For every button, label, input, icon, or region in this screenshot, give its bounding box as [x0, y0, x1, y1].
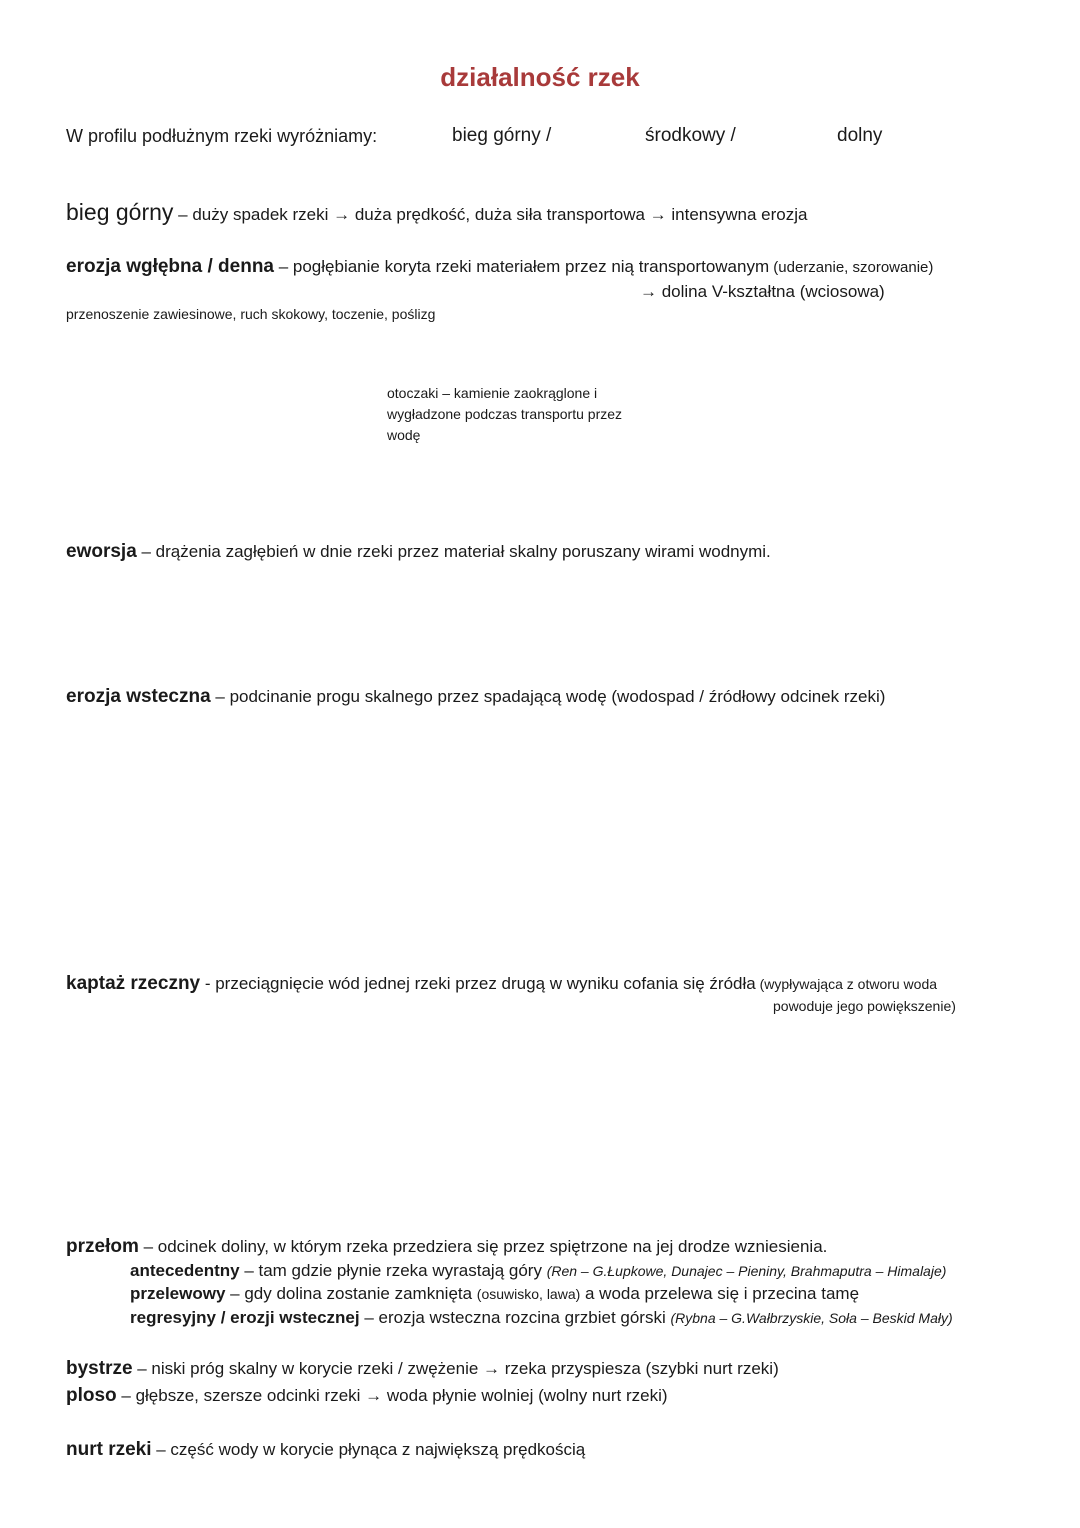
- bystrze-line: [66, 1358, 779, 1380]
- kaptaz-line: [66, 973, 937, 995]
- przelom-type-text: – gdy dolina zostanie zamknięta: [225, 1284, 477, 1303]
- erozja-wglebna-small: (uderzanie, szorowanie): [769, 259, 934, 276]
- przelom-type-examples: (Ren – G.Łupkowe, Dunajec – Pieniny, Brahmaputra – Himalaje): [546, 1263, 947, 1279]
- ploso-line: [66, 1385, 668, 1407]
- erozja-wglebna-text: – pogłębianie koryta rzeki materiałem przez nią transportowanym: [274, 257, 770, 276]
- profile-middle: środkowy /: [645, 125, 736, 146]
- nurt-line: [66, 1439, 585, 1461]
- erozja-wglebna-line: [66, 256, 933, 278]
- erozja-wsteczna-line: [66, 686, 885, 708]
- przelom-type-przelewowy: [130, 1284, 859, 1304]
- przelom-type-examples: (Rybna – G.Wałbrzyskie, Soła – Beskid Mały): [670, 1310, 953, 1326]
- przelom-text: – odcinek doliny, w którym rzeka przedziera się przez spiętrzone na jej drodze wzniesienia.: [138, 1237, 828, 1256]
- bystrze-text: – niski próg skalny w korycie rzeki / zwężenie → rzeka przyspiesza (szybki nurt rzeki): [132, 1359, 779, 1378]
- erozja-wsteczna-term: erozja wsteczna: [66, 686, 211, 707]
- przelom-type-text: – erozja wsteczna rozcina grzbiet górski: [359, 1308, 671, 1327]
- przelom-type-small: (osuwisko, lawa): [476, 1286, 581, 1302]
- przelom-type-text: – tam gdzie płynie rzeka wyrastają góry: [239, 1261, 547, 1280]
- page-title: działalność rzek: [440, 62, 640, 92]
- profile-upper: bieg górny /: [452, 125, 552, 146]
- kaptaz-small1: (wypływająca z otworu woda: [755, 976, 938, 992]
- erozja-wsteczna-text: – podcinanie progu skalnego przez spadającą wodę (wodospad / źródłowy odcinek rzeki): [210, 687, 886, 706]
- przelom-type-text2: a woda przelewa się i przecina tamę: [580, 1284, 860, 1303]
- kaptaz-small2: powoduje jego powiększenie): [773, 998, 956, 1014]
- bystrze-term: bystrze: [66, 1358, 133, 1379]
- nurt-term: nurt rzeki: [66, 1439, 152, 1460]
- transport-note: przenoszenie zawiesinowe, ruch skokowy, toczenie, poślizg: [66, 306, 436, 322]
- ploso-text: – głębsze, szersze odcinki rzeki → woda płynie wolniej (wolny nurt rzeki): [116, 1386, 668, 1405]
- przelom-type-regresyjny: [130, 1308, 953, 1328]
- przelom-type-term: regresyjny / erozji wstecznej: [130, 1308, 360, 1327]
- bieg-gorny-text: – duży spadek rzeki → duża prędkość, duża siła transportowa → intensywna erozja: [173, 205, 808, 224]
- kaptaz-term: kaptaż rzeczny: [66, 973, 201, 994]
- przelom-type-term: przelewowy: [130, 1284, 226, 1303]
- eworsja-term: eworsja: [66, 541, 137, 562]
- przelom-type-term: antecedentny: [130, 1261, 240, 1280]
- profile-lower: dolny: [837, 125, 883, 146]
- bieg-gorny-line: [66, 199, 807, 226]
- eworsja-line: [66, 541, 771, 563]
- przelom-type-antecedentny: [130, 1261, 946, 1281]
- otoczaki-note: otoczaki – kamienie zaokrąglone i wygładzone podczas transportu przez wodę: [387, 385, 623, 443]
- bieg-gorny-term: bieg górny: [66, 199, 174, 225]
- erozja-wglebna-result: → dolina V-kształtna (wciosowa): [640, 282, 885, 301]
- profile-intro: W profilu podłużnym rzeki wyróżniamy:: [66, 126, 378, 146]
- przelom-line: [66, 1236, 827, 1258]
- nurt-text: – część wody w korycie płynąca z największą prędkością: [151, 1440, 586, 1459]
- przelom-term: przełom: [66, 1236, 139, 1257]
- erozja-wglebna-term: erozja wgłębna / denna: [66, 256, 274, 277]
- eworsja-text: – drążenia zagłębień w dnie rzeki przez materiał skalny poruszany wirami wodnymi.: [136, 542, 771, 561]
- ploso-term: ploso: [66, 1385, 117, 1406]
- kaptaz-text: - przeciągnięcie wód jednej rzeki przez drugą w wyniku cofania się źródła: [200, 974, 756, 993]
